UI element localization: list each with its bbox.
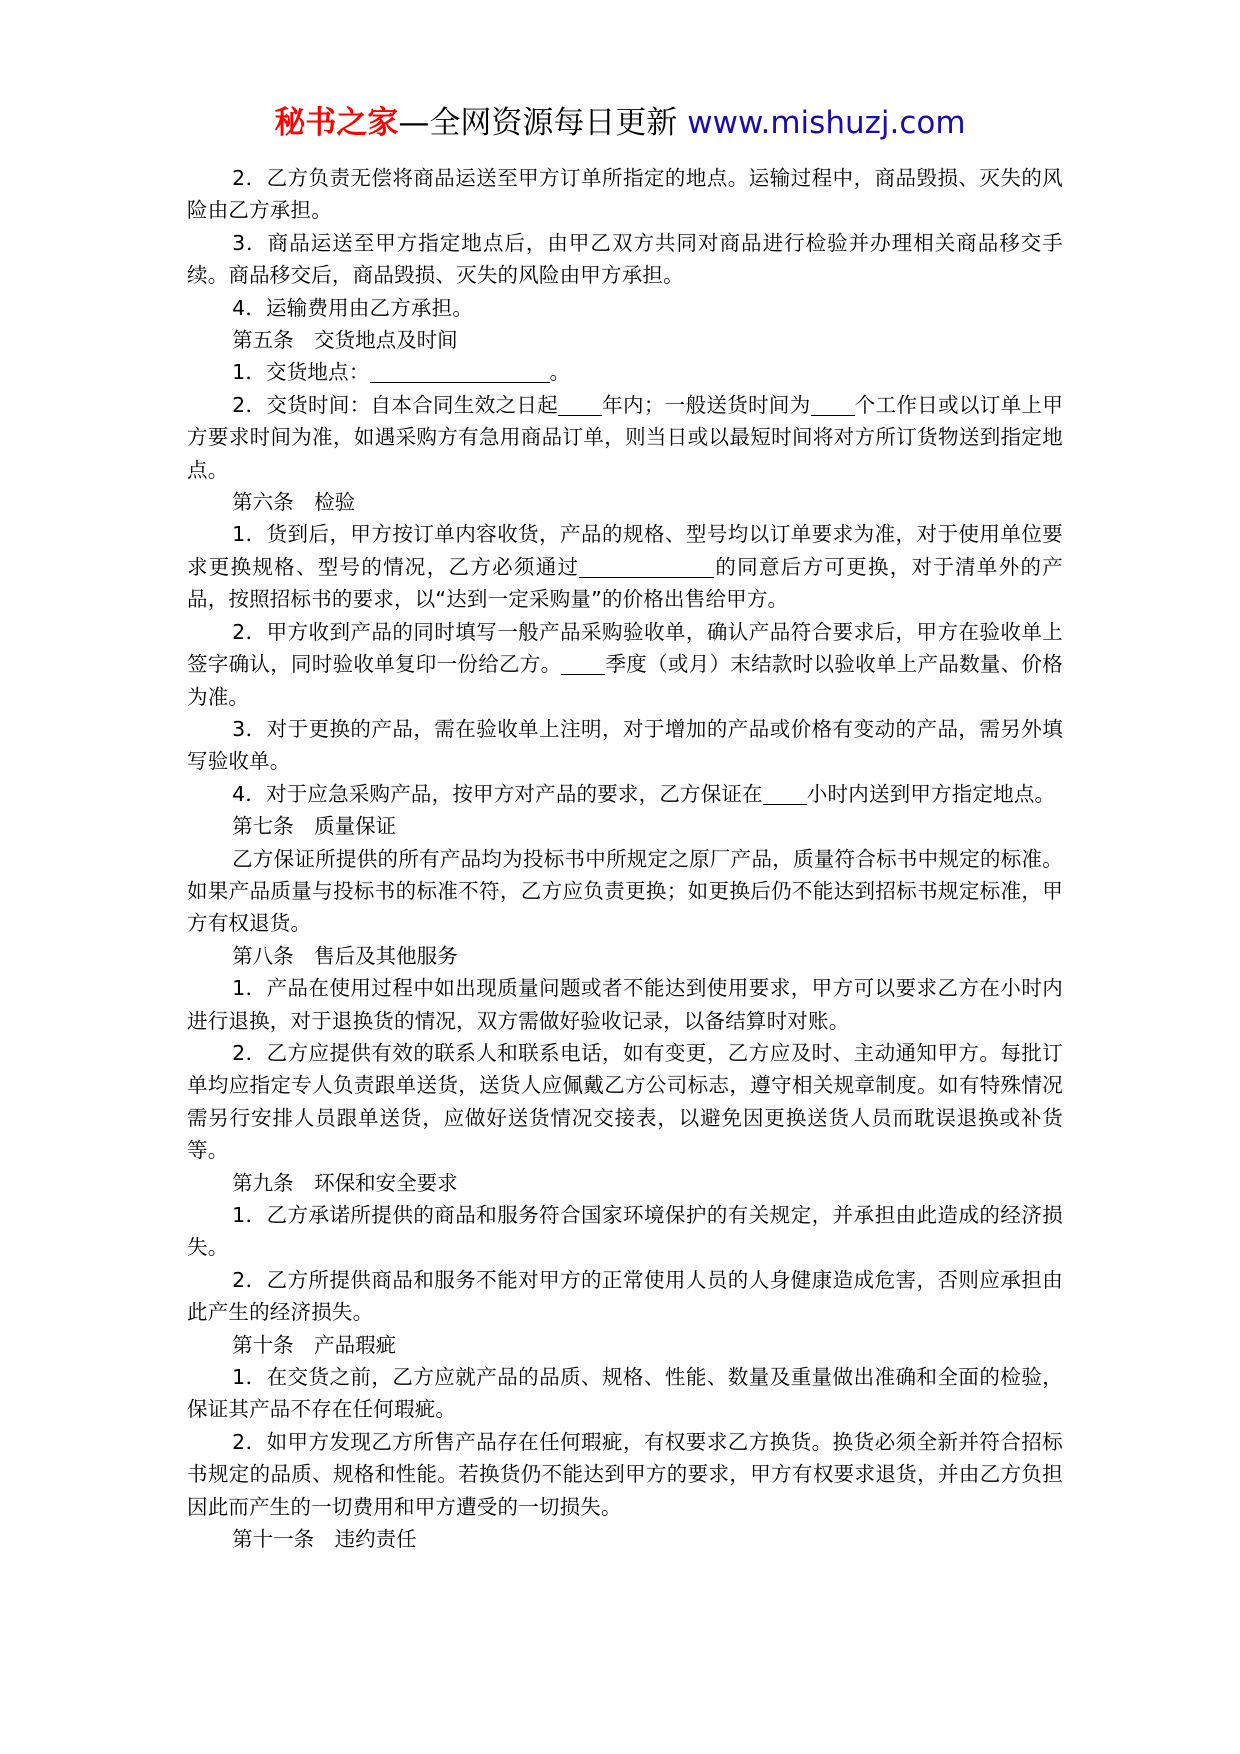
fill-in-blank [558,394,602,416]
text-segment: 。 [549,360,571,385]
brand-tagline: —全网资源每日更新 [398,105,678,141]
text-segment: 2．交货时间：自本合同生效之日起 [232,392,559,417]
paragraph [187,389,1063,486]
fill-in-blank [561,654,605,676]
section-heading-5: 第五条 交货地点及时间 [232,328,458,353]
section-heading-6: 第六条 检验 [232,490,356,515]
paragraph: 2．乙方应提供有效的联系人和联系电话，如有变更，乙方应及时、主动通知甲方。每批订单均应指定专人负责跟单送货，送货人应佩戴乙方公司标志，遵守相关规章制度。如有特殊情况需另行安排人员跟单送货，应做好送货情况交接表，以避免因更换送货人员而耽误退换或补货等。 [187,1040,1063,1163]
paragraph [187,356,1063,388]
paragraph: 2．如甲方发现乙方所售产品存在任何瑕疵，有权要求乙方换货。换货必须全新并符合招标书规定的品质、规格和性能。若换货仍不能达到甲方的要求，甲方有权要求退货，并由乙方负担因此而产生的一切费用和甲方遭受的一切损失。 [187,1429,1063,1519]
contract-body [187,162,1063,1555]
paragraph [187,616,1063,713]
text-segment: 年内；一般送货时间为 [602,392,811,417]
text-segment: 季度（或月）末结款时以验收单上产品数量、价格为准。 [187,652,1063,709]
paragraph [187,518,1063,615]
fill-in-blank [763,783,807,805]
paragraph: 1．产品在使用过程中如出现质量问题或者不能达到使用要求，甲方可以要求乙方在小时内进行退换，对于退换货的情况，双方需做好验收记录，以备结算时对账。 [187,976,1063,1033]
fill-in-blank [370,362,550,384]
paragraph: 3．对于更换的产品，需在验收单上注明，对于增加的产品或价格有变动的产品，需另外填写验收单。 [187,716,1063,774]
site-header [0,103,1240,143]
section-heading-10: 第十条 产品瑕疵 [232,1332,397,1357]
fill-in-blank [579,556,714,578]
paragraph: 1．在交货之前，乙方应就产品的品质、规格、性能、数量及重量做出准确和全面的检验，保证其产品不存在任何瑕疵。 [187,1365,1063,1422]
paragraph: 3．商品运送至甲方指定地点后，由甲乙双方共同对商品进行检验并办理相关商品移交手续。商品移交后，商品毁损、灭失的风险由甲方承担。 [187,230,1063,288]
site-url-link[interactable]: www.mishuzj.com [687,105,966,141]
text-segment: 1．交货地点： [232,360,370,385]
paragraph [187,778,1063,810]
section-heading-9: 第九条 环保和安全要求 [232,1170,458,1195]
paragraph: 1．乙方承诺所提供的商品和服务符合国家环境保护的有关规定，并承担由此造成的经济损失。 [187,1203,1063,1260]
brand-name: 秘书之家 [274,105,399,141]
paragraph: 4．运输费用由乙方承担。 [232,295,474,320]
text-segment: 1．货到后，甲方按订单内容收货，产品的规格、型号均以订单要求为准，对于使用单位要求更换规格、型号的情况，乙方必须通过 [187,522,1063,579]
paragraph: 2．乙方负责无偿将商品运送至甲方订单所指定的地点。运输过程中，商品毁损、灭失的风险由乙方承担。 [187,166,1063,223]
text-segment: 个工作日或以订单上甲方要求时间为准，如遇采购方有急用商品订单，则当日或以最短时间将对方所订货物送到指定地点。 [187,392,1064,482]
paragraph: 乙方保证所提供的所有产品均为投标书中所规定之原厂产品，质量符合标书中规定的标准。如果产品质量与投标书的标准不符，乙方应负责更换；如更换后仍不能达到招标书规定标准，甲方有权退货。 [187,846,1063,936]
text-segment: 小时内送到甲方指定地点。 [806,781,1056,806]
paragraph: 2．乙方所提供商品和服务不能对甲方的正常使用人员的人身健康造成危害，否则应承担由此产生的经济损失。 [187,1267,1063,1325]
fill-in-blank [811,394,855,416]
text-segment: 2．甲方收到产品的同时填写一般产品采购验收单，确认产品符合要求后，甲方在验收单上签字确认，同时验收单复印一份给乙方。 [187,619,1063,677]
section-heading-7: 第七条 质量保证 [232,814,397,839]
section-heading-8: 第八条 售后及其他服务 [232,943,458,968]
text-segment: 的同意后方可更换，对于清单外的产品，按照招标书的要求，以“达到一定采购量”的价格出售给甲方。 [187,554,1063,612]
section-heading-11: 第十一条 违约责任 [232,1527,417,1552]
text-segment: 4．对于应急采购产品，按甲方对产品的要求，乙方保证在 [232,781,763,806]
